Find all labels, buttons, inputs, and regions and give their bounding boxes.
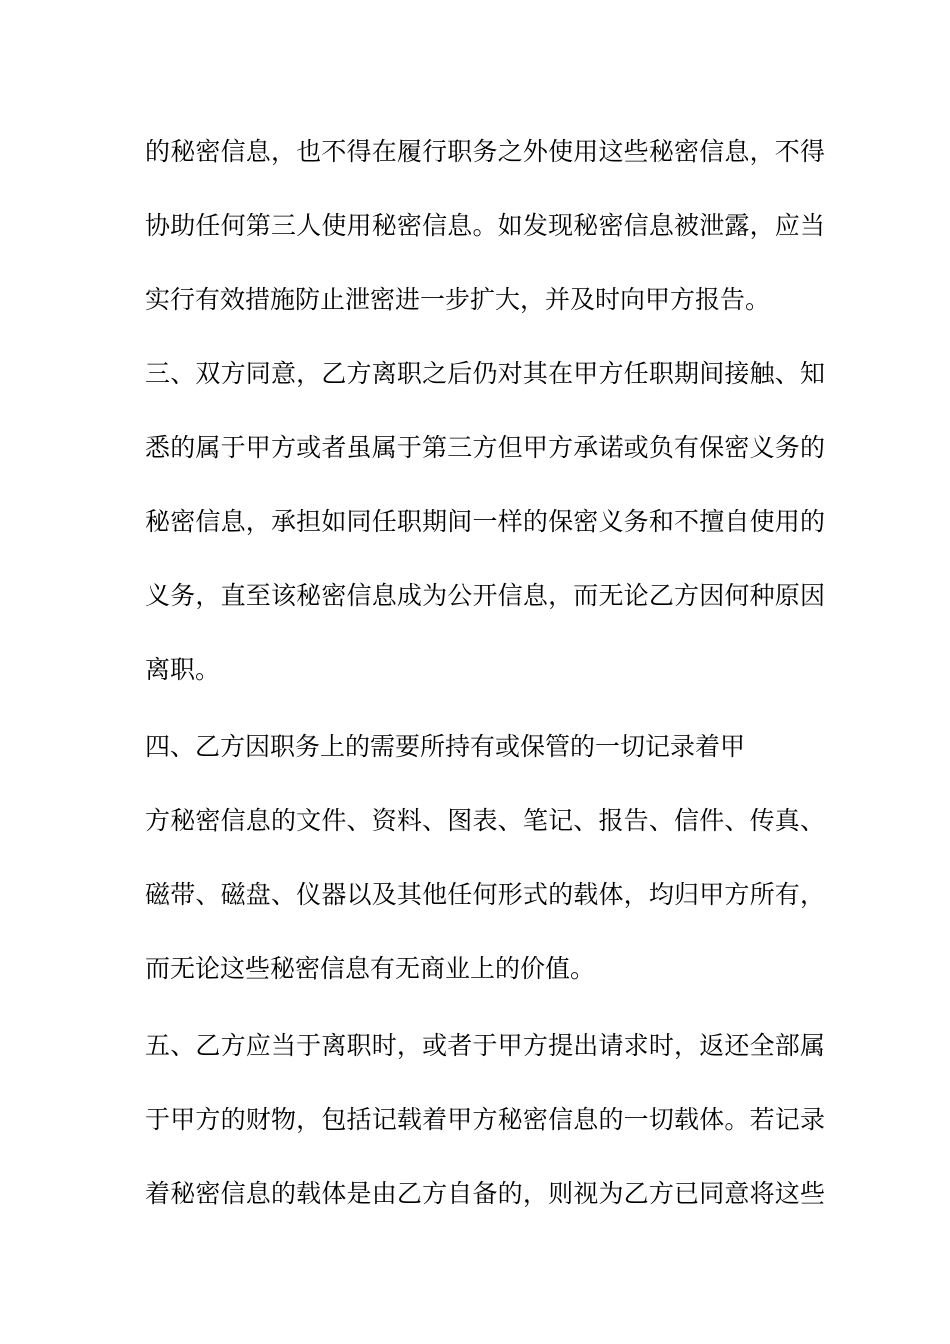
text-line: 五、乙方应当于离职时，或者于甲方提出请求时，返还全部属 [145,1031,825,1060]
text-line: 而无论这些秘密信息有无商业上的价值。 [145,954,596,983]
text-line: 离职。 [145,655,221,684]
text-line: 协助任何第三人使用秘密信息。如发现秘密信息被泄露，应当 [145,211,825,240]
text-line: 着秘密信息的载体是由乙方自备的，则视为乙方已同意将这些 [145,1179,825,1208]
text-line: 磁带、磁盘、仪器以及其他任何形式的载体，均归甲方所有， [145,880,825,909]
text-line: 义务，直至该秘密信息成为公开信息，而无论乙方因何种原因 [145,581,825,610]
text-line: 悉的属于甲方或者虽属于第三方但甲方承诺或负有保密义务的 [145,433,825,462]
text-line: 于甲方的财物，包括记载着甲方秘密信息的一切载体。若记录 [145,1105,825,1134]
text-line: 三、双方同意，乙方离职之后仍对其在甲方任职期间接触、知 [145,359,825,388]
text-line: 实行有效措施防止泄密进一步扩大，并及时向甲方报告。 [145,285,771,314]
text-line: 的秘密信息，也不得在履行职务之外使用这些秘密信息，不得 [145,137,825,166]
text-line: 四、乙方因职务上的需要所持有或保管的一切记录着甲 [145,732,746,761]
text-line: 方秘密信息的文件、资料、图表、笔记、报告、信件、传真、 [145,806,825,835]
text-line: 秘密信息，承担如同任职期间一样的保密义务和不擅自使用的 [145,507,825,536]
